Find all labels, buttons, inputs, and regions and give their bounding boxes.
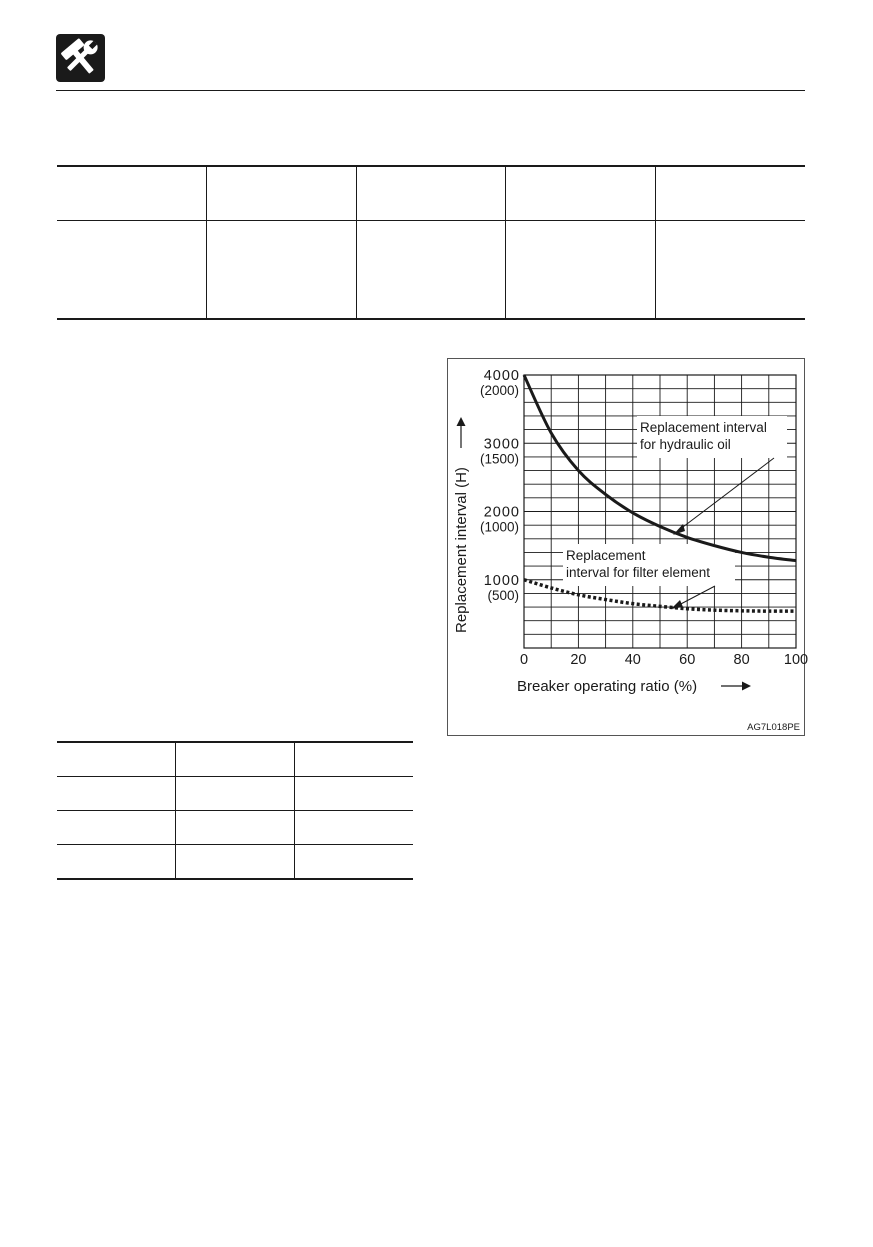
replacement-interval-chart bbox=[447, 358, 809, 736]
x-tick-label: 40 bbox=[624, 652, 641, 668]
x-axis-label: Breaker operating ratio (%) bbox=[517, 678, 698, 695]
y-tick-sublabel: (500) bbox=[487, 587, 519, 603]
table-cell bbox=[176, 811, 295, 845]
table-cell bbox=[655, 166, 805, 221]
y-tick-sublabel: (2000) bbox=[479, 383, 519, 398]
table-cell bbox=[356, 221, 506, 320]
interval-table bbox=[57, 741, 413, 880]
table-cell bbox=[57, 742, 176, 777]
maintenance-tools-icon bbox=[56, 34, 105, 82]
table-cell bbox=[207, 166, 357, 221]
table-cell bbox=[294, 777, 413, 811]
table-cell bbox=[176, 742, 295, 777]
leader-line bbox=[679, 458, 774, 530]
figure-code: AG7L018PE bbox=[747, 722, 800, 733]
table-header-row bbox=[57, 166, 805, 221]
table-cell bbox=[176, 845, 295, 880]
table-cell bbox=[506, 221, 656, 320]
x-tick-label: 60 bbox=[679, 652, 696, 668]
annotation-text: for hydraulic oil bbox=[640, 437, 731, 452]
x-tick-label: 100 bbox=[783, 652, 809, 668]
y-tick-label: 4000 bbox=[483, 368, 520, 384]
table-cell bbox=[57, 166, 207, 221]
x-tick-label: 80 bbox=[733, 652, 750, 668]
table-row bbox=[57, 811, 413, 845]
y-axis-label: Replacement interval (H) bbox=[453, 467, 470, 633]
x-tick-label: 0 bbox=[519, 652, 529, 668]
header-rule bbox=[56, 90, 805, 91]
specification-table bbox=[57, 165, 805, 320]
x-tick-label: 20 bbox=[570, 652, 587, 668]
table-row bbox=[57, 221, 805, 320]
table-cell bbox=[57, 221, 207, 320]
x-axis-arrowhead bbox=[742, 682, 751, 691]
table-cell bbox=[294, 811, 413, 845]
table-cell bbox=[207, 221, 357, 320]
annotation-text: interval for filter element bbox=[566, 565, 711, 580]
table-cell bbox=[57, 811, 176, 845]
y-tick-label: 3000 bbox=[483, 436, 520, 453]
y-axis-arrowhead bbox=[457, 417, 466, 426]
table-cell bbox=[294, 742, 413, 777]
y-tick-label: 2000 bbox=[483, 504, 520, 521]
table-cell bbox=[57, 845, 176, 880]
table-row bbox=[57, 777, 413, 811]
annotation-text: Replacement bbox=[566, 548, 646, 563]
y-tick-sublabel: (1500) bbox=[479, 451, 519, 467]
table-cell bbox=[294, 845, 413, 880]
table-row bbox=[57, 845, 413, 880]
annotation-text: Replacement interval bbox=[640, 420, 767, 435]
y-tick-label: 1000 bbox=[483, 572, 520, 589]
table-cell bbox=[176, 777, 295, 811]
table-header-row bbox=[57, 742, 413, 777]
y-tick-sublabel: (1000) bbox=[479, 519, 519, 535]
table-cell bbox=[506, 166, 656, 221]
table-cell bbox=[356, 166, 506, 221]
table-cell bbox=[57, 777, 176, 811]
leader-line bbox=[677, 586, 715, 606]
table-cell bbox=[655, 221, 805, 320]
